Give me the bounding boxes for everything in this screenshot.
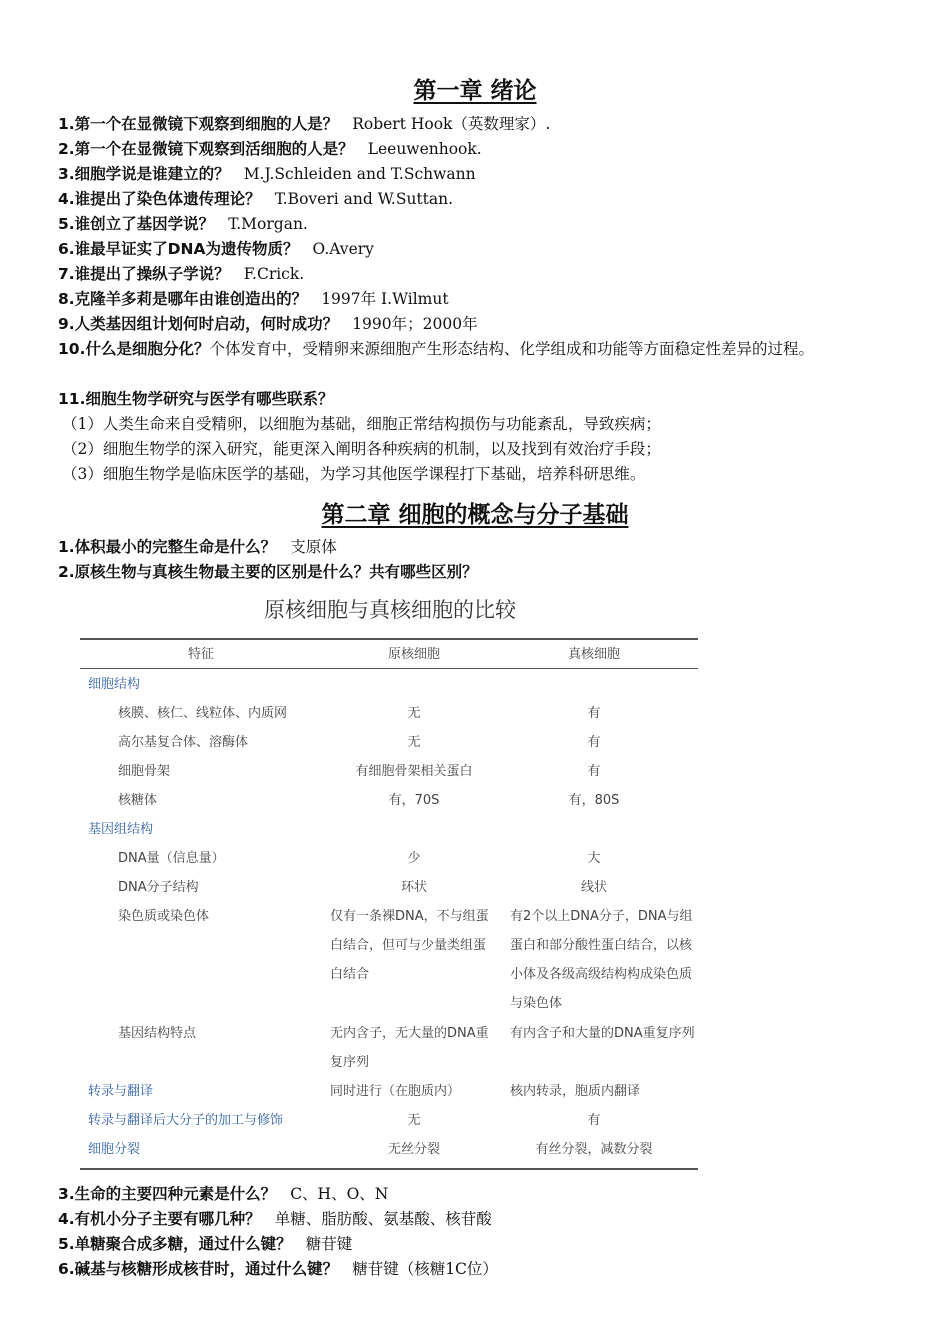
qa-item: 7.谁提出了操纵子学说？ F.Crick. <box>58 265 305 283</box>
table-category: 细胞结构 <box>88 677 141 692</box>
table-cell: 有2个以上DNA分子，DNA与组蛋白和部分酸性蛋白结合，以核小体及各级高级结构构成染色质与染色体 <box>510 909 693 1011</box>
table-cell: 基因结构特点 <box>118 1026 197 1041</box>
link-point: （3）细胞生物学是临床医学的基础，为学习其他医学课程打下基础，培养科研思维。 <box>62 465 646 483</box>
chapter-1-title: 第一章 绪论 <box>413 78 537 104</box>
table-cell: DNA分子结构 <box>118 880 199 895</box>
qa-item: 3.细胞学说是谁建立的？ M.J.Schleiden and T.Schwann <box>58 165 476 183</box>
table-cell: 仅有一条裸DNA，不与组蛋白结合，但可与少量类组蛋白结合 <box>330 909 489 982</box>
table-cell: 有 <box>587 1113 601 1128</box>
table-rule <box>80 1168 698 1170</box>
qa-item: 8.克隆羊多莉是哪年由谁创造出的？ 1997年 I.Wilmut <box>58 290 449 308</box>
qa-item: 6.碱基与核糖形成核苷时，通过什么键？ 糖苷键（核糖1C位） <box>58 1260 498 1278</box>
qa-item: 3.生命的主要四种元素是什么？ C、H、O、N <box>58 1185 389 1203</box>
table-cell: 染色质或染色体 <box>118 909 210 924</box>
qa-item: 11.细胞生物学研究与医学有哪些联系？ <box>58 390 334 408</box>
table-header: 特征 <box>188 647 215 662</box>
qa-item: 6.谁最早证实了DNA为遗传物质？ O.Avery <box>58 240 374 258</box>
chapter-2-title: 第二章 细胞的概念与分子基础 <box>321 502 629 528</box>
table-cell: 有 <box>587 706 601 721</box>
qa-item: 2.第一个在显微镜下观察到活细胞的人是？ Leeuwenhook. <box>58 140 482 158</box>
table-cell: 有，80S <box>568 793 620 808</box>
table-category: 转录与翻译 <box>88 1084 154 1099</box>
table-category: 转录与翻译后大分子的加工与修饰 <box>88 1113 284 1128</box>
link-point: （1）人类生命来自受精卵，以细胞为基础，细胞正常结构损伤与功能紊乱，导致疾病； <box>62 415 661 433</box>
qa-item: 10.什么是细胞分化？个体发育中，受精卵来源细胞产生形态结构、化学组成和功能等方面稳定性差异的过程。 <box>58 340 814 358</box>
table-cell: 细胞骨架 <box>118 764 171 779</box>
table-header: 真核细胞 <box>567 647 620 662</box>
table-cell: 同时进行（在胞质内） <box>330 1084 461 1099</box>
qa-item: 1.第一个在显微镜下观察到细胞的人是？ Robert Hook（英数理家）. <box>58 115 551 133</box>
qa-item: 4.谁提出了染色体遗传理论？ T.Boveri and W.Suttan. <box>58 190 454 208</box>
qa-item: 4.有机小分子主要有哪几种？ 单糖、脂肪酸、氨基酸、核苷酸 <box>58 1210 492 1228</box>
table-cell: 环状 <box>400 880 427 895</box>
table-cell: 少 <box>407 851 421 866</box>
table-cell: 大 <box>587 851 601 866</box>
qa-item: 1.体积最小的完整生命是什么？ 支原体 <box>58 538 337 556</box>
table-cell: 核膜、核仁、线粒体、内质网 <box>118 706 288 721</box>
qa-item: 5.单糖聚合成多糖，通过什么键？ 糖苷键 <box>58 1235 353 1253</box>
table-header: 原核细胞 <box>387 647 440 662</box>
table-category: 基因组结构 <box>88 822 154 837</box>
table-cell: DNA量（信息量） <box>118 851 225 866</box>
table-cell: 核内转录，胞质内翻译 <box>510 1084 641 1099</box>
table-cell: 有细胞骨架相关蛋白 <box>355 764 473 779</box>
qa-item: 5.谁创立了基因学说？ T.Morgan. <box>58 215 308 233</box>
link-point: （2）细胞生物学的深入研究，能更深入阐明各种疾病的机制，以及找到有效治疗手段； <box>62 440 661 458</box>
table-cell: 无 <box>407 706 421 721</box>
table-rule <box>80 668 698 669</box>
table-title: 原核细胞与真核细胞的比较 <box>264 598 516 622</box>
table-cell: 有内含子和大量的DNA重复序列 <box>510 1026 695 1041</box>
table-cell: 线状 <box>580 880 607 895</box>
table-cell: 有丝分裂，减数分裂 <box>535 1142 653 1157</box>
table-category: 细胞分裂 <box>88 1142 141 1157</box>
table-cell: 无 <box>407 1113 421 1128</box>
table-cell: 核糖体 <box>118 793 158 808</box>
qa-item: 2.原核生物与真核生物最主要的区别是什么？共有哪些区别？ <box>58 563 478 581</box>
table-cell: 无 <box>407 735 421 750</box>
comparison-table <box>80 636 698 1172</box>
qa-item: 9.人类基因组计划何时启动，何时成功？ 1990年；2000年 <box>58 315 478 333</box>
table-cell: 无丝分裂 <box>387 1142 440 1157</box>
table-cell: 高尔基复合体、溶酶体 <box>118 735 249 750</box>
table-cell: 有 <box>587 764 601 779</box>
table-cell: 有 <box>587 735 601 750</box>
table-cell: 有，70S <box>388 793 440 808</box>
table-cell: 无内含子，无大量的DNA重复序列 <box>330 1026 489 1070</box>
